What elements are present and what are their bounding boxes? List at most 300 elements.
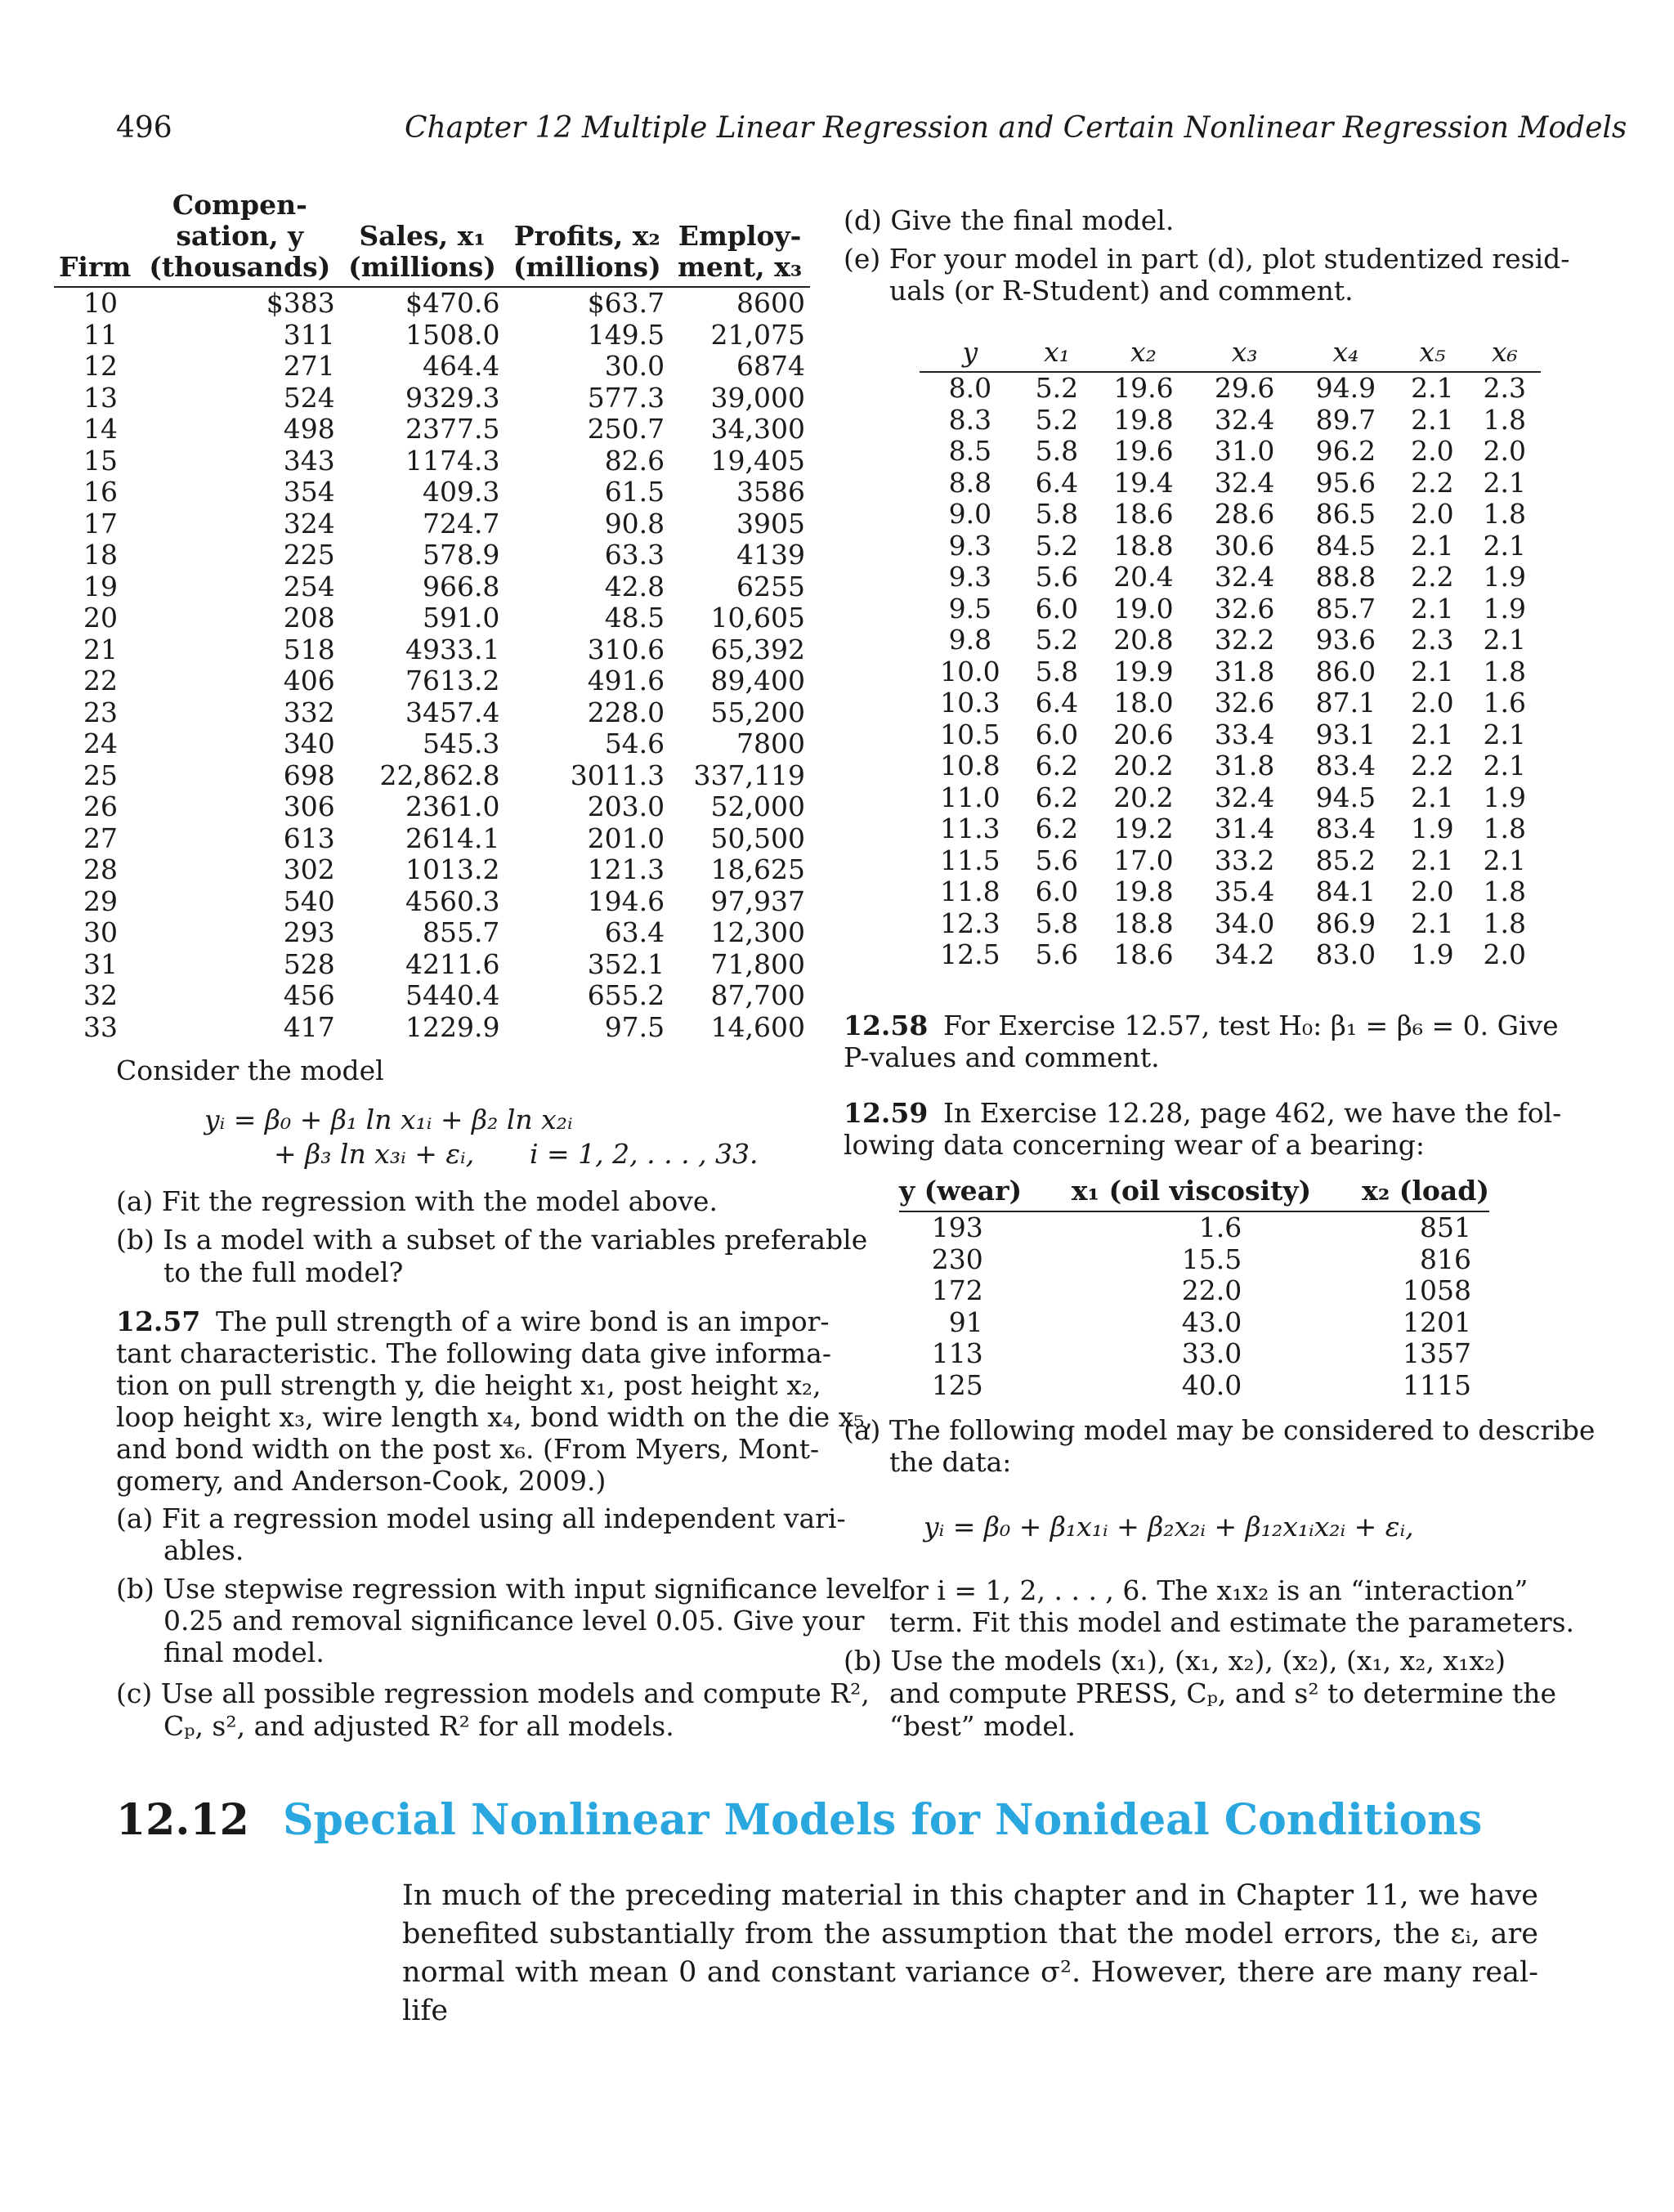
table-cell: 10.3 (940, 687, 1000, 719)
table-cell: 1174.3 (405, 444, 500, 477)
table-cell: 82.6 (604, 444, 665, 477)
table-cell: 86.9 (1315, 907, 1376, 939)
table-cell: 20.6 (1113, 718, 1174, 750)
table-cell: 85.2 (1315, 844, 1376, 876)
table-cell: 10.0 (940, 655, 1000, 687)
table-cell: 31.0 (1214, 435, 1275, 467)
comp-table-row (54, 697, 810, 729)
table-cell: 2361.0 (405, 790, 500, 822)
table-cell: 86.5 (1315, 498, 1376, 530)
table-cell: 32.4 (1214, 466, 1275, 499)
table-cell: 14,600 (710, 1010, 805, 1043)
table-cell: 1.9 (1483, 592, 1527, 625)
wire-table-row (920, 845, 1541, 877)
table-cell: 2.2 (1411, 561, 1454, 593)
exercise-59-model: yᵢ = β₀ + β₁x₁ᵢ + β₂x₂ᵢ + β₁₂x₁ᵢx₂ᵢ + εᵢ, (924, 1511, 1414, 1543)
comp-table-row (54, 508, 810, 540)
table-cell: 19.8 (1113, 875, 1174, 907)
table-cell: 6874 (736, 350, 805, 382)
wire-table-header (920, 337, 1541, 372)
table-cell: 1229.9 (405, 1010, 500, 1043)
table-cell: 39,000 (710, 381, 805, 414)
table-cell: 96.2 (1315, 435, 1376, 467)
bearing-table-row (899, 1275, 1489, 1307)
table-cell: 18.6 (1113, 938, 1174, 970)
table-cell: 55,200 (710, 696, 805, 728)
exercise-58-number: 12.58 (844, 1010, 929, 1041)
table-cell: 406 (283, 665, 335, 696)
comp-table-row (54, 477, 810, 508)
table-cell: 52,000 (710, 790, 805, 822)
table-cell: 193 (931, 1211, 983, 1243)
compensation-table (54, 190, 810, 1043)
bearing-table-body (899, 1211, 1489, 1401)
table-cell: 31.8 (1214, 750, 1275, 781)
table-cell: 1.9 (1483, 781, 1527, 813)
table-cell: 1.9 (1411, 813, 1454, 844)
table-cell: 87,700 (710, 979, 805, 1011)
wire-table-row (920, 656, 1541, 688)
wire-table-row (920, 782, 1541, 814)
table-cell: 5.6 (1035, 561, 1079, 593)
wire-header-x1: x₁ (1021, 337, 1093, 372)
section-body (402, 1877, 1538, 2031)
table-cell: 91 (948, 1305, 983, 1338)
table-cell: 83.0 (1315, 938, 1376, 970)
table-cell: 20.2 (1113, 750, 1174, 781)
table-cell: 50,500 (710, 822, 805, 854)
table-cell: 33.2 (1214, 844, 1275, 876)
table-cell: 4560.3 (405, 884, 500, 917)
table-cell: 20 (83, 602, 118, 634)
exercise-59-item-a-line1: (a) The following model may be considered to describe (844, 1414, 1596, 1446)
exercise-57-item-a: ables. (163, 1534, 244, 1566)
table-cell: 1.9 (1483, 561, 1527, 593)
table-cell: 87.1 (1315, 687, 1376, 719)
table-cell: 2.1 (1483, 466, 1527, 499)
table-cell: 354 (283, 476, 335, 508)
table-cell: 42.8 (604, 570, 665, 602)
table-cell: 18,625 (710, 853, 805, 885)
table-cell: 1.8 (1483, 813, 1527, 844)
exercise-57-item-a: (a) Fit a regression model using all independent vari- (116, 1502, 846, 1534)
table-cell: 352.1 (587, 947, 665, 980)
exercise-58-line2: P-values and comment. (844, 1041, 1160, 1073)
table-cell: 2.1 (1411, 403, 1454, 436)
table-cell: 2.3 (1483, 372, 1527, 404)
table-cell: 2.1 (1483, 844, 1527, 876)
table-cell: 8.3 (948, 403, 992, 436)
table-cell: 464.4 (422, 350, 500, 382)
table-cell: 1357 (1403, 1337, 1471, 1369)
table-cell: 27 (83, 822, 118, 854)
table-cell: 655.2 (587, 979, 665, 1011)
bearing-header-viscosity: x₁ (oil viscosity) (1047, 1175, 1336, 1211)
table-cell: 34.2 (1214, 938, 1275, 970)
exercise-57-line: and bond width on the post x₆. (From Myers, Mont- (116, 1433, 820, 1465)
table-cell: 6.4 (1035, 466, 1079, 499)
wire-header-x2: x₂ (1093, 337, 1194, 372)
comp-table-row (54, 949, 810, 981)
table-cell: 225 (283, 539, 335, 571)
table-cell: 1.9 (1411, 938, 1454, 970)
item-e-line1: (e) For your model in part (d), plot studentized resid- (844, 243, 1570, 275)
table-cell: 15 (83, 444, 118, 477)
wire-header-x4: x₄ (1296, 337, 1397, 372)
comp-table-row (54, 351, 810, 383)
table-cell: 8.5 (948, 435, 992, 467)
table-cell: 9.3 (948, 561, 992, 593)
table-cell: 2.1 (1483, 624, 1527, 656)
item-b-line2: to the full model? (163, 1256, 404, 1288)
table-cell: 11.5 (940, 844, 1000, 876)
table-cell: 2.0 (1411, 435, 1454, 467)
table-cell: 343 (283, 444, 335, 477)
item-e-line2: uals (or R-Student) and comment. (889, 275, 1354, 307)
section-body-line: normal with mean 0 and constant variance σ². However, there are many real-life (402, 1956, 1538, 2027)
table-cell: 966.8 (422, 570, 500, 602)
section-title: Special Nonlinear Models for Nonideal Conditions (283, 1795, 1483, 1845)
table-cell: 125 (931, 1368, 983, 1401)
table-cell: 306 (283, 790, 335, 822)
table-cell: 17 (83, 507, 118, 540)
comp-table-row (54, 917, 810, 949)
page-number: 496 (116, 111, 172, 145)
table-cell: 2.0 (1483, 435, 1527, 467)
bearing-header-wear: y (wear) (899, 1175, 1047, 1211)
table-cell: 3011.3 (570, 759, 665, 791)
table-cell: 21,075 (710, 318, 805, 351)
comp-table-row (54, 728, 810, 760)
table-cell: 524 (283, 381, 335, 414)
table-cell: 228.0 (587, 696, 665, 728)
table-cell: 19.2 (1113, 813, 1174, 844)
exercise-59-item-b-line3: “best” model. (889, 1710, 1076, 1742)
table-cell: 201.0 (587, 822, 665, 854)
table-cell: 83.4 (1315, 750, 1376, 781)
table-cell: 20.8 (1113, 624, 1174, 656)
table-cell: 89,400 (710, 665, 805, 696)
table-cell: 7613.2 (405, 665, 500, 696)
table-cell: 17.0 (1113, 844, 1174, 876)
section-number: 12.12 (116, 1795, 249, 1845)
table-cell: 5.2 (1035, 403, 1079, 436)
table-cell: 2.1 (1411, 907, 1454, 939)
table-cell: 4211.6 (405, 947, 500, 980)
table-cell: 3905 (736, 507, 805, 540)
table-cell: 113 (931, 1337, 983, 1369)
table-cell: 7800 (736, 728, 805, 759)
bearing-table-row (899, 1211, 1489, 1244)
table-cell: 54.6 (604, 728, 665, 759)
comp-table-row (54, 823, 810, 855)
table-cell: 230 (931, 1243, 983, 1275)
table-cell: 337,119 (693, 759, 805, 791)
table-cell: 28.6 (1214, 498, 1275, 530)
table-cell: 578.9 (422, 539, 500, 571)
table-cell: 12.3 (940, 907, 1000, 939)
wire-table-row (920, 436, 1541, 468)
comp-table-row (54, 886, 810, 918)
table-cell: 2.1 (1483, 718, 1527, 750)
table-cell: 14 (83, 413, 118, 445)
table-cell: 10.8 (940, 750, 1000, 781)
table-cell: 2.1 (1411, 655, 1454, 687)
table-cell: 5440.4 (405, 979, 500, 1011)
table-cell: 6.0 (1035, 592, 1079, 625)
table-cell: 855.7 (422, 916, 500, 948)
table-cell: 1.6 (1483, 687, 1527, 719)
table-cell: 698 (283, 759, 335, 791)
exercise-59-number: 12.59 (844, 1097, 929, 1129)
table-cell: 28 (83, 853, 118, 885)
comp-table-row (54, 760, 810, 792)
table-cell: 12.5 (940, 938, 1000, 970)
wire-table-body (920, 372, 1541, 971)
table-cell: 8600 (736, 287, 805, 319)
table-cell: 5.8 (1035, 907, 1079, 939)
table-cell: 19.0 (1113, 592, 1174, 625)
exercise-57-line: tant characteristic. The following data give informa- (116, 1337, 831, 1369)
comp-table-body (54, 287, 810, 1043)
table-cell: 2.0 (1411, 687, 1454, 719)
table-cell: 16 (83, 476, 118, 508)
table-cell: 6255 (736, 570, 805, 602)
table-cell: 85.7 (1315, 592, 1376, 625)
table-cell: 545.3 (422, 728, 500, 759)
table-cell: 34.0 (1214, 907, 1275, 939)
table-cell: 63.3 (604, 539, 665, 571)
exercise-59-item-a-line4: term. Fit this model and estimate the parameters. (889, 1606, 1575, 1638)
table-cell: 208 (283, 602, 335, 634)
table-cell: 90.8 (604, 507, 665, 540)
table-cell: 528 (283, 947, 335, 980)
table-cell: 2.1 (1411, 844, 1454, 876)
table-cell: 2.1 (1483, 529, 1527, 562)
table-cell: 5.8 (1035, 655, 1079, 687)
table-cell: 32.4 (1214, 403, 1275, 436)
table-cell: 591.0 (422, 602, 500, 634)
table-cell: 194.6 (587, 884, 665, 917)
table-cell: 88.8 (1315, 561, 1376, 593)
table-cell: 31 (83, 947, 118, 980)
table-cell: 19.6 (1113, 372, 1174, 404)
table-cell: 1508.0 (405, 318, 500, 351)
table-cell: 65,392 (710, 633, 805, 665)
exercise-57-line: The pull strength of a wire bond is an impor- (216, 1305, 830, 1337)
table-cell: 30 (83, 916, 118, 948)
comp-table-row (54, 414, 810, 446)
table-cell: 518 (283, 633, 335, 665)
table-cell: 32.6 (1214, 687, 1275, 719)
table-cell: 2.0 (1411, 875, 1454, 907)
comp-header-compensation: Compen- sation, y (thousands) (140, 190, 340, 287)
table-cell: 613 (283, 822, 335, 854)
table-cell: 816 (1420, 1243, 1471, 1275)
table-cell: 11.8 (940, 875, 1000, 907)
table-cell: 19,405 (710, 444, 805, 477)
table-cell: 48.5 (604, 602, 665, 634)
table-cell: 33 (83, 1010, 118, 1043)
table-cell: 24 (83, 728, 118, 759)
model-equation-line1: yᵢ = β₀ + β₁ ln x₁ᵢ + β₂ ln x₂ᵢ (204, 1104, 573, 1135)
table-cell: 12 (83, 350, 118, 382)
table-cell: 22 (83, 665, 118, 696)
exercise-57-item-b: final model. (163, 1637, 325, 1668)
comp-table-row (54, 634, 810, 666)
table-cell: 10.5 (940, 718, 1000, 750)
table-cell: 491.6 (587, 665, 665, 696)
table-cell: 97,937 (710, 884, 805, 917)
table-cell: 5.6 (1035, 938, 1079, 970)
table-cell: 5.2 (1035, 372, 1079, 404)
item-b-line1: (b) Is a model with a subset of the variables preferable (116, 1224, 868, 1256)
wire-table-row (920, 939, 1541, 971)
table-cell: 86.0 (1315, 655, 1376, 687)
table-cell: 2.1 (1411, 592, 1454, 625)
table-cell: 21 (83, 633, 118, 665)
table-cell: 10,605 (710, 602, 805, 634)
table-cell: 2.1 (1411, 372, 1454, 404)
table-cell: 30.0 (604, 350, 665, 382)
exercise-57-item-c: Cₚ, s², and adjusted R² for all models. (163, 1710, 674, 1742)
table-cell: 6.4 (1035, 687, 1079, 719)
bearing-table-row (899, 1307, 1489, 1339)
wire-table-row (920, 531, 1541, 562)
wire-header-y: y (920, 337, 1021, 372)
table-cell: 6.0 (1035, 718, 1079, 750)
table-cell: 94.9 (1315, 372, 1376, 404)
table-cell: 6.2 (1035, 750, 1079, 781)
table-cell: 32.4 (1214, 781, 1275, 813)
table-cell: 456 (283, 979, 335, 1011)
wire-table-row (920, 372, 1541, 405)
table-cell: 2.1 (1411, 529, 1454, 562)
exercise-58-line1: For Exercise 12.57, test H₀: β₁ = β₆ = 0. Give (943, 1010, 1559, 1041)
exercise-57-item-b: 0.25 and removal significance level 0.05. Give your (163, 1605, 865, 1637)
wire-bond-table (920, 337, 1541, 971)
wire-table-row (920, 593, 1541, 625)
table-cell: 121.3 (587, 853, 665, 885)
table-cell: 4139 (736, 539, 805, 571)
comp-header-sales: Sales, x₁ (millions) (340, 190, 505, 287)
running-head: Chapter 12 Multiple Linear Regression and Certain Nonlinear Regression Models (405, 111, 1627, 145)
table-cell: 18 (83, 539, 118, 571)
table-cell: 1058 (1403, 1274, 1471, 1306)
comp-table-row (54, 854, 810, 886)
table-cell: 32.4 (1214, 561, 1275, 593)
table-cell: 1.8 (1483, 655, 1527, 687)
comp-table-row (54, 287, 810, 320)
table-cell: 724.7 (422, 507, 500, 540)
table-cell: 63.4 (604, 916, 665, 948)
table-cell: 13 (83, 381, 118, 414)
item-a: (a) Fit the regression with the model above. (116, 1185, 718, 1217)
wire-table-row (920, 876, 1541, 908)
table-cell: 409.3 (422, 476, 500, 508)
exercise-59-item-b-line2: and compute PRESS, Cₚ, and s² to determine the (889, 1677, 1557, 1709)
table-cell: 9329.3 (405, 381, 500, 414)
table-cell: 577.3 (587, 381, 665, 414)
bearing-table (899, 1175, 1489, 1401)
table-cell: 310.6 (587, 633, 665, 665)
table-cell: 254 (283, 570, 335, 602)
exercise-57-item-c: (c) Use all possible regression models and compute R², (116, 1677, 870, 1709)
wire-table-row (920, 405, 1541, 437)
wire-table-row (920, 719, 1541, 751)
exercise-57-number: 12.57 (116, 1305, 201, 1337)
wire-table-row (920, 499, 1541, 531)
wire-table-row (920, 468, 1541, 499)
table-cell: 540 (283, 884, 335, 917)
comp-table-row (54, 320, 810, 352)
exercise-57-line: loop height x₃, wire length x₄, bond width on the die x₅, (116, 1401, 874, 1433)
comp-header-employment: Employ- ment, x₃ (669, 190, 810, 287)
table-cell: 6.2 (1035, 813, 1079, 844)
table-cell: 9.0 (948, 498, 992, 530)
bearing-table-row (899, 1244, 1489, 1276)
table-cell: 271 (283, 350, 335, 382)
table-cell: 149.5 (587, 318, 665, 351)
table-cell: 84.5 (1315, 529, 1376, 562)
table-cell: 84.1 (1315, 875, 1376, 907)
table-cell: 11.3 (940, 813, 1000, 844)
table-cell: 1.8 (1483, 875, 1527, 907)
exercise-57-line: gomery, and Anderson-Cook, 2009.) (116, 1465, 606, 1497)
table-cell: 2.0 (1411, 498, 1454, 530)
exercise-57-line: tion on pull strength y, die height x₁, post height x₂, (116, 1369, 821, 1401)
table-cell: 10 (83, 287, 118, 319)
table-cell: 311 (283, 318, 335, 351)
comp-table-row (54, 446, 810, 477)
wire-header-x3: x₃ (1194, 337, 1296, 372)
table-cell: 417 (283, 1010, 335, 1043)
comp-table-row (54, 383, 810, 414)
table-cell: 2.1 (1483, 750, 1527, 781)
table-cell: $470.6 (405, 287, 500, 319)
table-cell: 6.0 (1035, 875, 1079, 907)
table-cell: 23 (83, 696, 118, 728)
table-cell: 25 (83, 759, 118, 791)
table-cell: $63.7 (587, 287, 665, 319)
model-equation-index: i = 1, 2, . . . , 33. (530, 1138, 759, 1170)
comp-table-row (54, 665, 810, 697)
table-cell: 22.0 (1181, 1274, 1242, 1306)
exercise-59-line2: lowing data concerning wear of a bearing: (844, 1129, 1425, 1161)
table-cell: 29.6 (1214, 372, 1275, 404)
table-cell: 340 (283, 728, 335, 759)
table-cell: 9.5 (948, 592, 992, 625)
comp-table-header (54, 190, 810, 287)
table-cell: 3586 (736, 476, 805, 508)
comp-table-row (54, 540, 810, 571)
table-cell: 33.4 (1214, 718, 1275, 750)
comp-header-firm: Firm (54, 190, 140, 287)
section-body-line: benefited substantially from the assumption that the model errors, the εᵢ, are (402, 1918, 1538, 1950)
comp-table-row (54, 571, 810, 603)
table-cell: 302 (283, 853, 335, 885)
table-cell: 324 (283, 507, 335, 540)
table-cell: 11 (83, 318, 118, 351)
consider-text: Consider the model (116, 1055, 384, 1086)
comp-table-row (54, 791, 810, 823)
table-cell: 1.8 (1483, 498, 1527, 530)
table-cell: 12,300 (710, 916, 805, 948)
table-cell: 172 (931, 1274, 983, 1306)
table-cell: 15.5 (1181, 1243, 1242, 1275)
table-cell: 31.4 (1214, 813, 1275, 844)
exercise-59-line1: In Exercise 12.28, page 462, we have the fol- (943, 1097, 1562, 1129)
